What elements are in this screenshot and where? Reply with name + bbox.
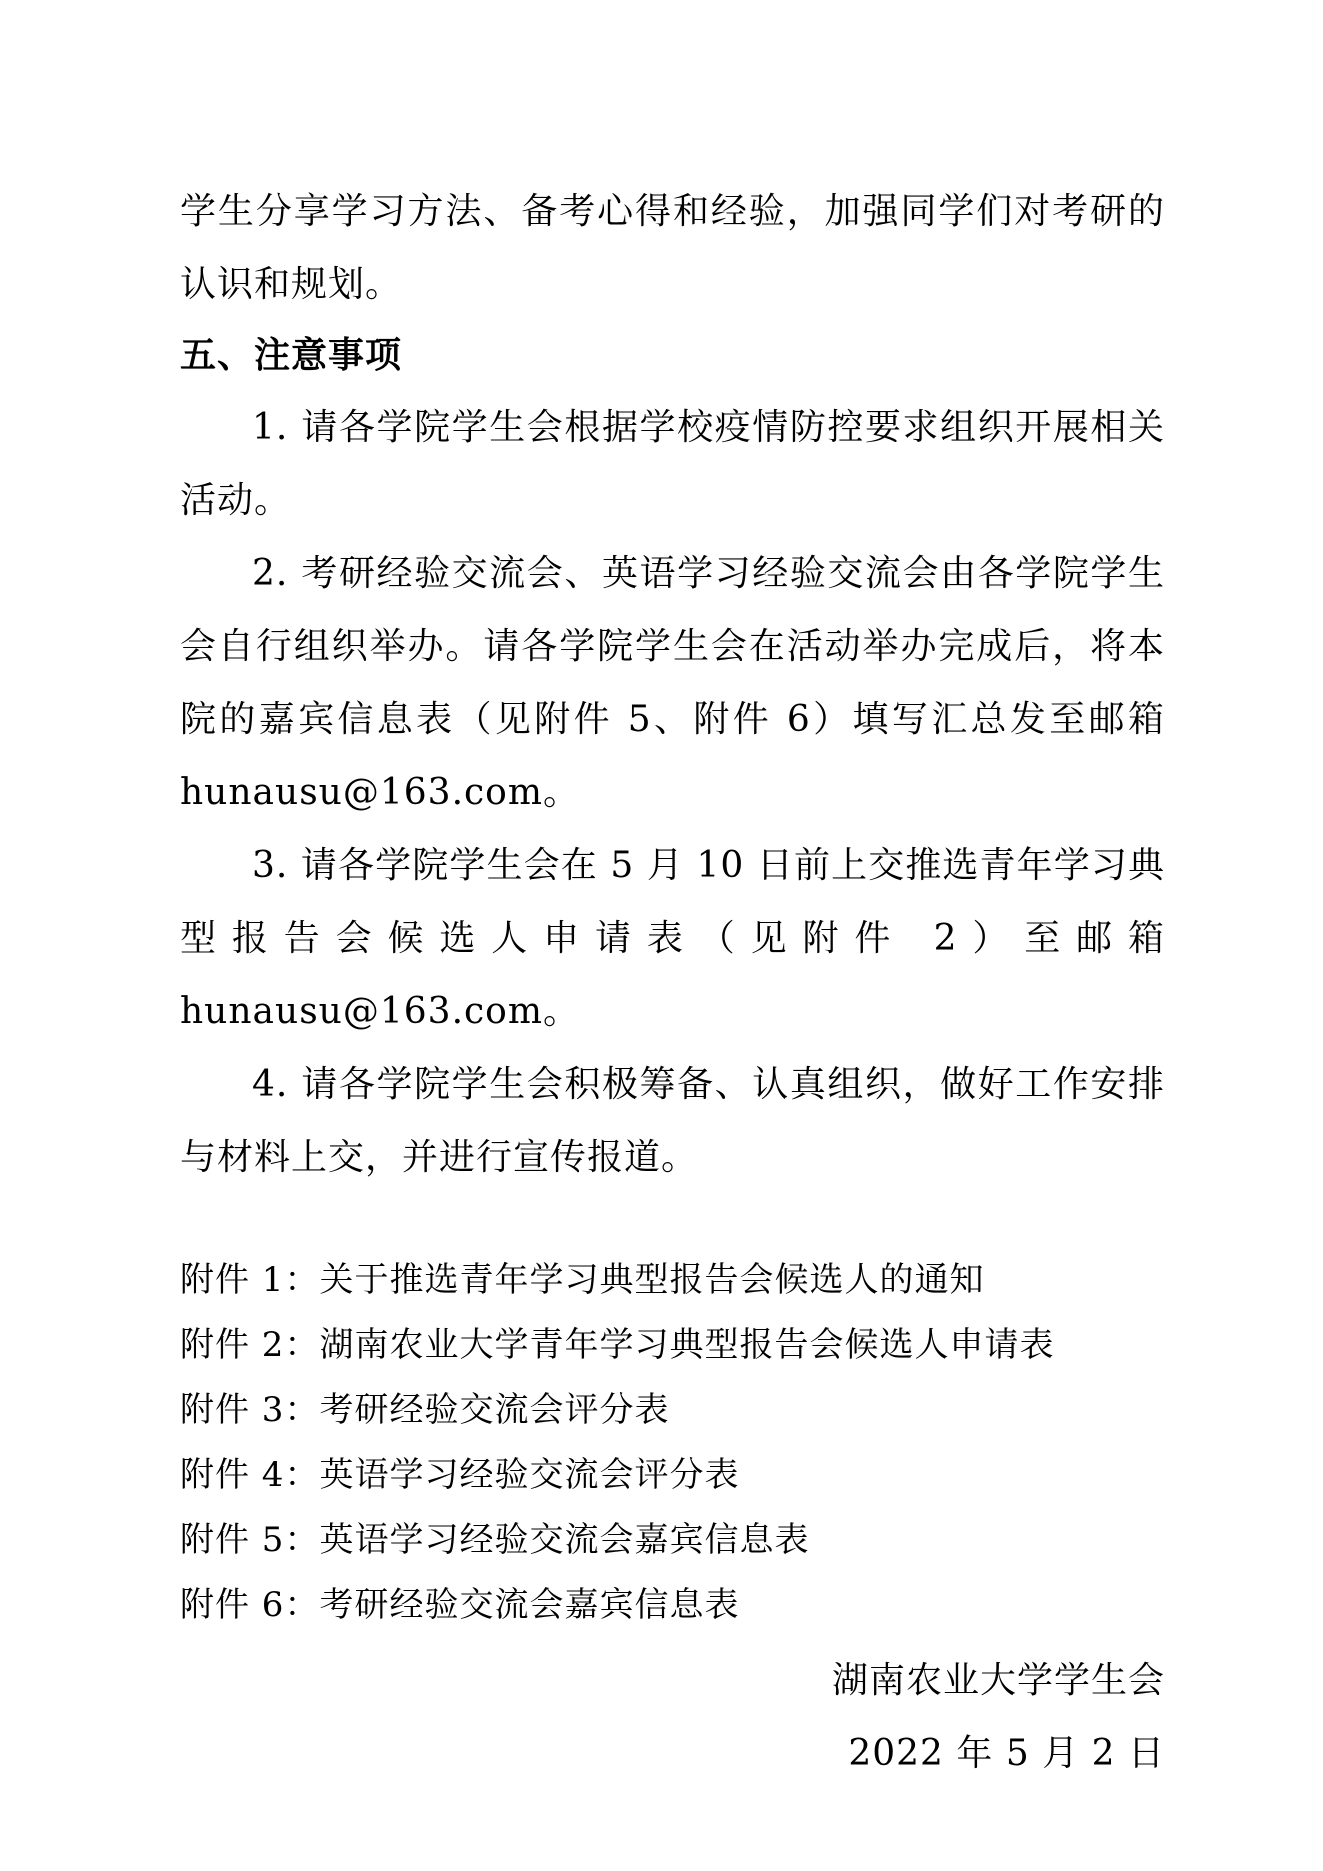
- attachment-item: 附件 6：考研经验交流会嘉宾信息表: [180, 1585, 740, 1625]
- section-heading: 五、注意事项: [180, 335, 403, 376]
- attachment-item: 附件 4：英语学习经验交流会评分表: [180, 1455, 740, 1495]
- attachment-item: 附件 1：关于推选青年学习典型报告会候选人的通知: [180, 1260, 985, 1300]
- attachment-item: 附件 2：湖南农业大学青年学习典型报告会候选人申请表: [180, 1325, 1055, 1365]
- signature-organization: 湖南农业大学学生会: [831, 1660, 1165, 1701]
- note-item: 1. 请各学院学生会根据学校疫情防控要求组织开展相关活动。: [180, 407, 1165, 521]
- note-item: 3. 请各学院学生会在 5 月 10 日前上交推选青年学习典型报告会候选人申请表（见附件 2）至邮箱 hunausu@163.com。: [180, 845, 1165, 1032]
- signature-date: 2022 年 5 月 2 日: [848, 1733, 1165, 1774]
- attachment-item: 附件 3：考研经验交流会评分表: [180, 1390, 670, 1430]
- attachment-item: 附件 5：英语学习经验交流会嘉宾信息表: [180, 1520, 810, 1560]
- note-item: 4. 请各学院学生会积极筹备、认真组织，做好工作安排与材料上交，并进行宣传报道。: [180, 1064, 1165, 1178]
- attachment-list: [180, 1248, 1165, 1638]
- intro-paragraph: 学生分享学习方法、备考心得和经验，加强同学们对考研的认识和规划。: [180, 191, 1165, 305]
- document-page: [180, 175, 1165, 1790]
- note-item: 2. 考研经验交流会、英语学习经验交流会由各学院学生会自行组织举办。请各学院学生会在活动举办完成后，将本院的嘉宾信息表（见附件 5、附件 6）填写汇总发至邮箱 hunausu@163.com。: [180, 553, 1165, 813]
